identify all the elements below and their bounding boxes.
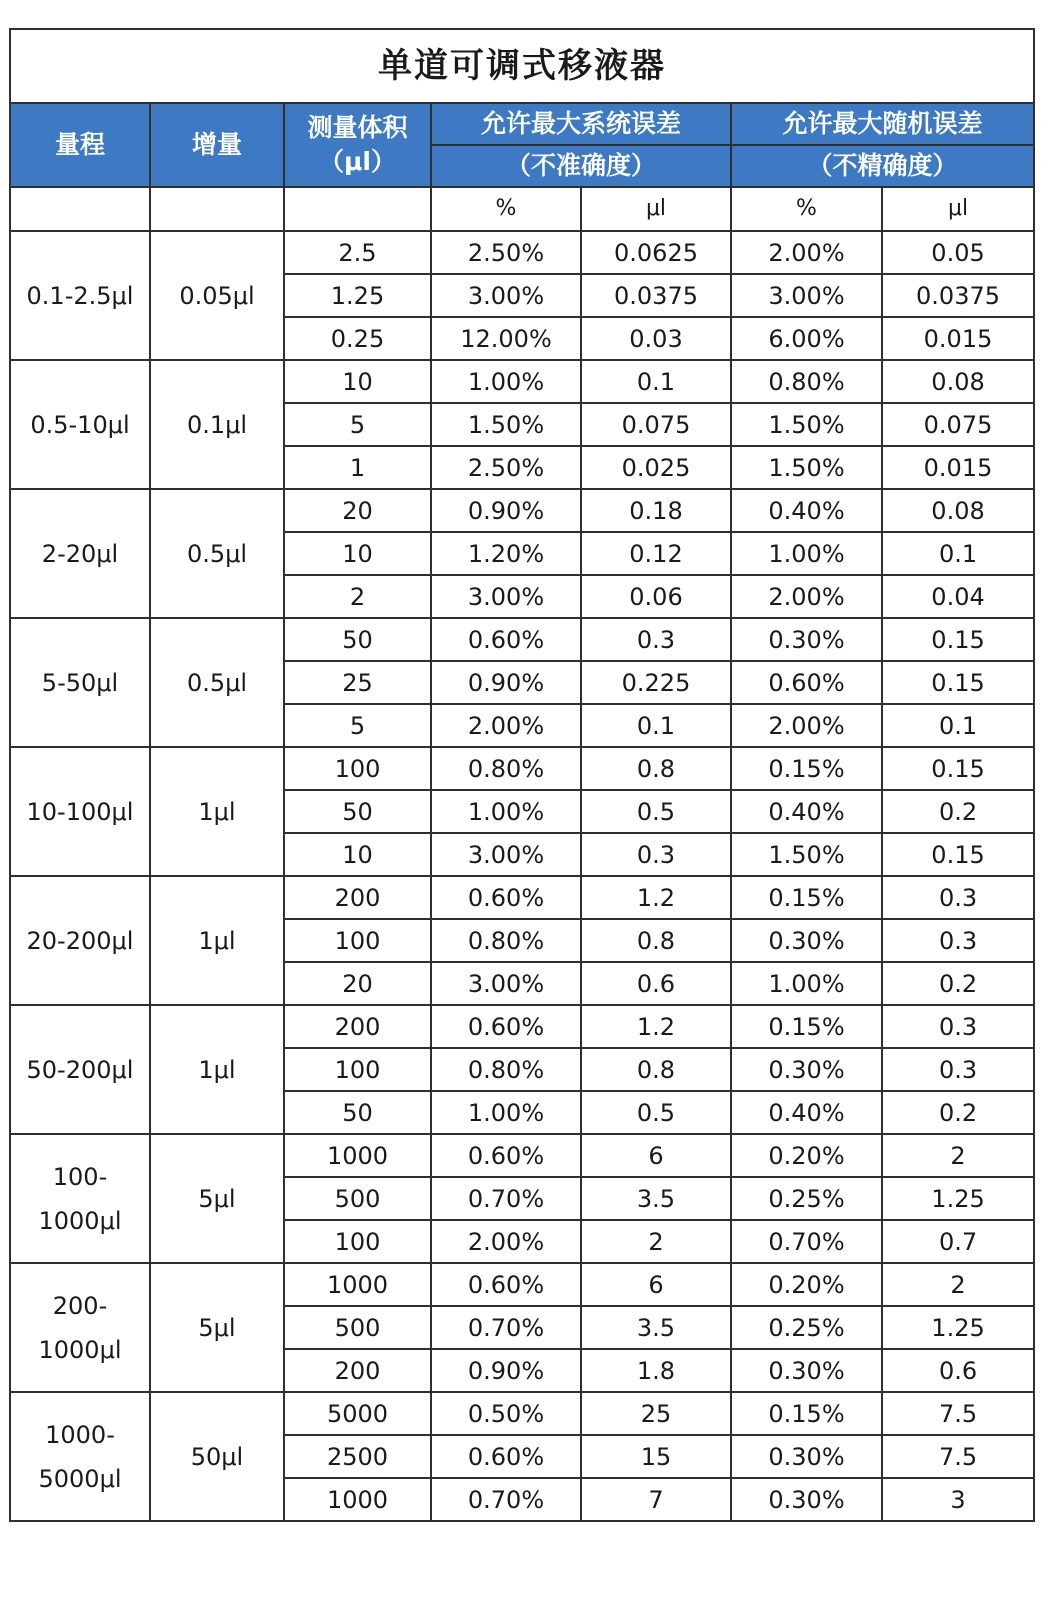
sys-ul-cell: 0.1 bbox=[581, 704, 731, 747]
rand-ul-cell: 0.3 bbox=[882, 876, 1034, 919]
volume-cell: 1.25 bbox=[284, 274, 431, 317]
rand-percent-cell: 3.00% bbox=[731, 274, 882, 317]
unit-rand-percent: % bbox=[731, 187, 882, 231]
sys-percent-cell: 0.50% bbox=[431, 1392, 581, 1435]
header-imprecision: （不精确度） bbox=[731, 145, 1034, 187]
sys-ul-cell: 2 bbox=[581, 1220, 731, 1263]
sys-ul-cell: 6 bbox=[581, 1263, 731, 1306]
sys-ul-cell: 0.3 bbox=[581, 618, 731, 661]
sys-ul-cell: 0.8 bbox=[581, 919, 731, 962]
header-random-error: 允许最大随机误差 bbox=[731, 103, 1034, 145]
sys-ul-cell: 0.5 bbox=[581, 790, 731, 833]
sys-ul-cell: 0.5 bbox=[581, 1091, 731, 1134]
volume-cell: 1000 bbox=[284, 1263, 431, 1306]
sys-percent-cell: 2.50% bbox=[431, 231, 581, 274]
rand-ul-cell: 2 bbox=[882, 1263, 1034, 1306]
sys-ul-cell: 0.0375 bbox=[581, 274, 731, 317]
range-cell: 100-1000μl bbox=[10, 1134, 150, 1263]
volume-cell: 200 bbox=[284, 1005, 431, 1048]
sys-ul-cell: 25 bbox=[581, 1392, 731, 1435]
sys-percent-cell: 0.70% bbox=[431, 1478, 581, 1521]
table-title: 单道可调式移液器 bbox=[10, 29, 1034, 103]
sys-ul-cell: 0.225 bbox=[581, 661, 731, 704]
sys-percent-cell: 3.00% bbox=[431, 962, 581, 1005]
rand-percent-cell: 0.30% bbox=[731, 1435, 882, 1478]
rand-ul-cell: 0.08 bbox=[882, 360, 1034, 403]
range-cell: 10-100μl bbox=[10, 747, 150, 876]
increment-cell: 1μl bbox=[150, 1005, 284, 1134]
sys-percent-cell: 0.90% bbox=[431, 489, 581, 532]
range-cell: 50-200μl bbox=[10, 1005, 150, 1134]
rand-percent-cell: 0.15% bbox=[731, 747, 882, 790]
sys-ul-cell: 0.8 bbox=[581, 747, 731, 790]
rand-ul-cell: 7.5 bbox=[882, 1392, 1034, 1435]
rand-ul-cell: 0.05 bbox=[882, 231, 1034, 274]
volume-cell: 0.25 bbox=[284, 317, 431, 360]
sys-percent-cell: 1.00% bbox=[431, 360, 581, 403]
rand-percent-cell: 0.20% bbox=[731, 1263, 882, 1306]
header-systematic-error: 允许最大系统误差 bbox=[431, 103, 731, 145]
rand-percent-cell: 0.30% bbox=[731, 618, 882, 661]
rand-percent-cell: 0.15% bbox=[731, 1392, 882, 1435]
table-row bbox=[10, 1263, 1034, 1306]
rand-percent-cell: 2.00% bbox=[731, 231, 882, 274]
unit-blank-increment bbox=[150, 187, 284, 231]
rand-ul-cell: 0.3 bbox=[882, 1048, 1034, 1091]
volume-cell: 10 bbox=[284, 833, 431, 876]
header-range: 量程 bbox=[10, 103, 150, 187]
rand-percent-cell: 0.80% bbox=[731, 360, 882, 403]
rand-ul-cell: 0.15 bbox=[882, 747, 1034, 790]
volume-cell: 50 bbox=[284, 790, 431, 833]
rand-percent-cell: 0.20% bbox=[731, 1134, 882, 1177]
table-row bbox=[10, 747, 1034, 790]
header-volume-line2: （μl） bbox=[319, 147, 396, 176]
rand-ul-cell: 0.0375 bbox=[882, 274, 1034, 317]
sys-ul-cell: 15 bbox=[581, 1435, 731, 1478]
sys-percent-cell: 0.60% bbox=[431, 1005, 581, 1048]
rand-percent-cell: 6.00% bbox=[731, 317, 882, 360]
volume-cell: 20 bbox=[284, 489, 431, 532]
unit-rand-ul: μl bbox=[882, 187, 1034, 231]
sys-percent-cell: 0.80% bbox=[431, 1048, 581, 1091]
range-cell: 200-1000μl bbox=[10, 1263, 150, 1392]
sys-percent-cell: 3.00% bbox=[431, 274, 581, 317]
sys-percent-cell: 0.70% bbox=[431, 1306, 581, 1349]
volume-cell: 10 bbox=[284, 532, 431, 575]
volume-cell: 100 bbox=[284, 919, 431, 962]
sys-ul-cell: 0.6 bbox=[581, 962, 731, 1005]
volume-cell: 20 bbox=[284, 962, 431, 1005]
rand-ul-cell: 0.3 bbox=[882, 1005, 1034, 1048]
volume-cell: 2500 bbox=[284, 1435, 431, 1478]
range-cell: 1000-5000μl bbox=[10, 1392, 150, 1521]
sys-percent-cell: 0.70% bbox=[431, 1177, 581, 1220]
rand-percent-cell: 0.25% bbox=[731, 1306, 882, 1349]
rand-percent-cell: 0.30% bbox=[731, 1478, 882, 1521]
rand-percent-cell: 1.00% bbox=[731, 962, 882, 1005]
rand-percent-cell: 2.00% bbox=[731, 704, 882, 747]
rand-ul-cell: 0.2 bbox=[882, 962, 1034, 1005]
rand-percent-cell: 1.50% bbox=[731, 833, 882, 876]
sys-ul-cell: 0.0625 bbox=[581, 231, 731, 274]
sys-percent-cell: 0.60% bbox=[431, 876, 581, 919]
rand-percent-cell: 1.50% bbox=[731, 403, 882, 446]
increment-cell: 1μl bbox=[150, 747, 284, 876]
rand-ul-cell: 0.15 bbox=[882, 618, 1034, 661]
header-volume-line1: 测量体积 bbox=[307, 113, 408, 142]
rand-ul-cell: 7.5 bbox=[882, 1435, 1034, 1478]
rand-ul-cell: 3 bbox=[882, 1478, 1034, 1521]
range-cell: 2-20μl bbox=[10, 489, 150, 618]
rand-ul-cell: 0.2 bbox=[882, 790, 1034, 833]
sys-percent-cell: 2.50% bbox=[431, 446, 581, 489]
range-cell: 0.5-10μl bbox=[10, 360, 150, 489]
rand-percent-cell: 0.70% bbox=[731, 1220, 882, 1263]
increment-cell: 0.1μl bbox=[150, 360, 284, 489]
table-row bbox=[10, 1392, 1034, 1435]
increment-cell: 50μl bbox=[150, 1392, 284, 1521]
volume-cell: 2.5 bbox=[284, 231, 431, 274]
rand-ul-cell: 1.25 bbox=[882, 1177, 1034, 1220]
volume-cell: 100 bbox=[284, 1220, 431, 1263]
volume-cell: 500 bbox=[284, 1177, 431, 1220]
sys-percent-cell: 1.50% bbox=[431, 403, 581, 446]
header-increment: 增量 bbox=[150, 103, 284, 187]
increment-cell: 0.05μl bbox=[150, 231, 284, 360]
sys-ul-cell: 1.2 bbox=[581, 1005, 731, 1048]
volume-cell: 10 bbox=[284, 360, 431, 403]
rand-percent-cell: 0.15% bbox=[731, 876, 882, 919]
rand-percent-cell: 1.50% bbox=[731, 446, 882, 489]
volume-cell: 100 bbox=[284, 747, 431, 790]
sys-percent-cell: 3.00% bbox=[431, 833, 581, 876]
volume-cell: 100 bbox=[284, 1048, 431, 1091]
volume-cell: 200 bbox=[284, 1349, 431, 1392]
volume-cell: 5 bbox=[284, 704, 431, 747]
rand-ul-cell: 0.075 bbox=[882, 403, 1034, 446]
table-row bbox=[10, 618, 1034, 661]
sys-ul-cell: 0.18 bbox=[581, 489, 731, 532]
table-row bbox=[10, 876, 1034, 919]
rand-ul-cell: 0.015 bbox=[882, 317, 1034, 360]
header-row-1 bbox=[10, 103, 1034, 145]
sys-ul-cell: 1.2 bbox=[581, 876, 731, 919]
sys-percent-cell: 12.00% bbox=[431, 317, 581, 360]
volume-cell: 200 bbox=[284, 876, 431, 919]
rand-ul-cell: 2 bbox=[882, 1134, 1034, 1177]
sys-ul-cell: 0.06 bbox=[581, 575, 731, 618]
sys-percent-cell: 0.80% bbox=[431, 919, 581, 962]
unit-row bbox=[10, 187, 1034, 231]
rand-ul-cell: 0.15 bbox=[882, 661, 1034, 704]
rand-ul-cell: 0.6 bbox=[882, 1349, 1034, 1392]
rand-percent-cell: 0.40% bbox=[731, 790, 882, 833]
volume-cell: 2 bbox=[284, 575, 431, 618]
sys-percent-cell: 0.60% bbox=[431, 1435, 581, 1478]
sys-percent-cell: 1.00% bbox=[431, 1091, 581, 1134]
sys-ul-cell: 0.8 bbox=[581, 1048, 731, 1091]
header-inaccuracy: （不准确度） bbox=[431, 145, 731, 187]
rand-ul-cell: 0.3 bbox=[882, 919, 1034, 962]
table-row bbox=[10, 1134, 1034, 1177]
table-row bbox=[10, 489, 1034, 532]
volume-cell: 1000 bbox=[284, 1134, 431, 1177]
table-body bbox=[10, 29, 1034, 1521]
increment-cell: 0.5μl bbox=[150, 618, 284, 747]
pipette-spec-table bbox=[9, 28, 1035, 1522]
rand-percent-cell: 2.00% bbox=[731, 575, 882, 618]
rand-ul-cell: 0.2 bbox=[882, 1091, 1034, 1134]
increment-cell: 1μl bbox=[150, 876, 284, 1005]
sys-percent-cell: 0.90% bbox=[431, 1349, 581, 1392]
rand-percent-cell: 0.30% bbox=[731, 1048, 882, 1091]
rand-percent-cell: 0.40% bbox=[731, 1091, 882, 1134]
sys-ul-cell: 0.3 bbox=[581, 833, 731, 876]
volume-cell: 25 bbox=[284, 661, 431, 704]
header-volume bbox=[284, 103, 431, 187]
volume-cell: 1 bbox=[284, 446, 431, 489]
sys-percent-cell: 0.80% bbox=[431, 747, 581, 790]
unit-blank-volume bbox=[284, 187, 431, 231]
sys-ul-cell: 3.5 bbox=[581, 1306, 731, 1349]
increment-cell: 0.5μl bbox=[150, 489, 284, 618]
volume-cell: 1000 bbox=[284, 1478, 431, 1521]
volume-cell: 5000 bbox=[284, 1392, 431, 1435]
rand-ul-cell: 0.1 bbox=[882, 704, 1034, 747]
volume-cell: 50 bbox=[284, 1091, 431, 1134]
sys-percent-cell: 3.00% bbox=[431, 575, 581, 618]
sys-percent-cell: 1.20% bbox=[431, 532, 581, 575]
table-row bbox=[10, 360, 1034, 403]
rand-ul-cell: 0.04 bbox=[882, 575, 1034, 618]
range-cell: 20-200μl bbox=[10, 876, 150, 1005]
sys-ul-cell: 0.025 bbox=[581, 446, 731, 489]
rand-percent-cell: 0.15% bbox=[731, 1005, 882, 1048]
volume-cell: 50 bbox=[284, 618, 431, 661]
rand-ul-cell: 0.7 bbox=[882, 1220, 1034, 1263]
volume-cell: 500 bbox=[284, 1306, 431, 1349]
sys-ul-cell: 0.03 bbox=[581, 317, 731, 360]
sys-ul-cell: 6 bbox=[581, 1134, 731, 1177]
range-cell: 5-50μl bbox=[10, 618, 150, 747]
sys-percent-cell: 0.60% bbox=[431, 1263, 581, 1306]
rand-percent-cell: 0.60% bbox=[731, 661, 882, 704]
rand-ul-cell: 0.08 bbox=[882, 489, 1034, 532]
table-row bbox=[10, 1005, 1034, 1048]
rand-percent-cell: 1.00% bbox=[731, 532, 882, 575]
sys-percent-cell: 0.60% bbox=[431, 618, 581, 661]
rand-ul-cell: 1.25 bbox=[882, 1306, 1034, 1349]
sys-percent-cell: 0.60% bbox=[431, 1134, 581, 1177]
sys-ul-cell: 0.12 bbox=[581, 532, 731, 575]
title-row bbox=[10, 29, 1034, 103]
sys-percent-cell: 1.00% bbox=[431, 790, 581, 833]
rand-ul-cell: 0.15 bbox=[882, 833, 1034, 876]
sys-ul-cell: 3.5 bbox=[581, 1177, 731, 1220]
sys-ul-cell: 7 bbox=[581, 1478, 731, 1521]
rand-percent-cell: 0.30% bbox=[731, 1349, 882, 1392]
unit-sys-percent: % bbox=[431, 187, 581, 231]
sys-ul-cell: 0.1 bbox=[581, 360, 731, 403]
unit-sys-ul: μl bbox=[581, 187, 731, 231]
sys-ul-cell: 1.8 bbox=[581, 1349, 731, 1392]
sys-percent-cell: 2.00% bbox=[431, 704, 581, 747]
rand-percent-cell: 0.30% bbox=[731, 919, 882, 962]
rand-ul-cell: 0.1 bbox=[882, 532, 1034, 575]
increment-cell: 5μl bbox=[150, 1263, 284, 1392]
sys-percent-cell: 2.00% bbox=[431, 1220, 581, 1263]
volume-cell: 5 bbox=[284, 403, 431, 446]
range-cell: 0.1-2.5μl bbox=[10, 231, 150, 360]
rand-percent-cell: 0.40% bbox=[731, 489, 882, 532]
increment-cell: 5μl bbox=[150, 1134, 284, 1263]
rand-ul-cell: 0.015 bbox=[882, 446, 1034, 489]
table-row bbox=[10, 231, 1034, 274]
unit-blank-range bbox=[10, 187, 150, 231]
rand-percent-cell: 0.25% bbox=[731, 1177, 882, 1220]
sys-percent-cell: 0.90% bbox=[431, 661, 581, 704]
sys-ul-cell: 0.075 bbox=[581, 403, 731, 446]
